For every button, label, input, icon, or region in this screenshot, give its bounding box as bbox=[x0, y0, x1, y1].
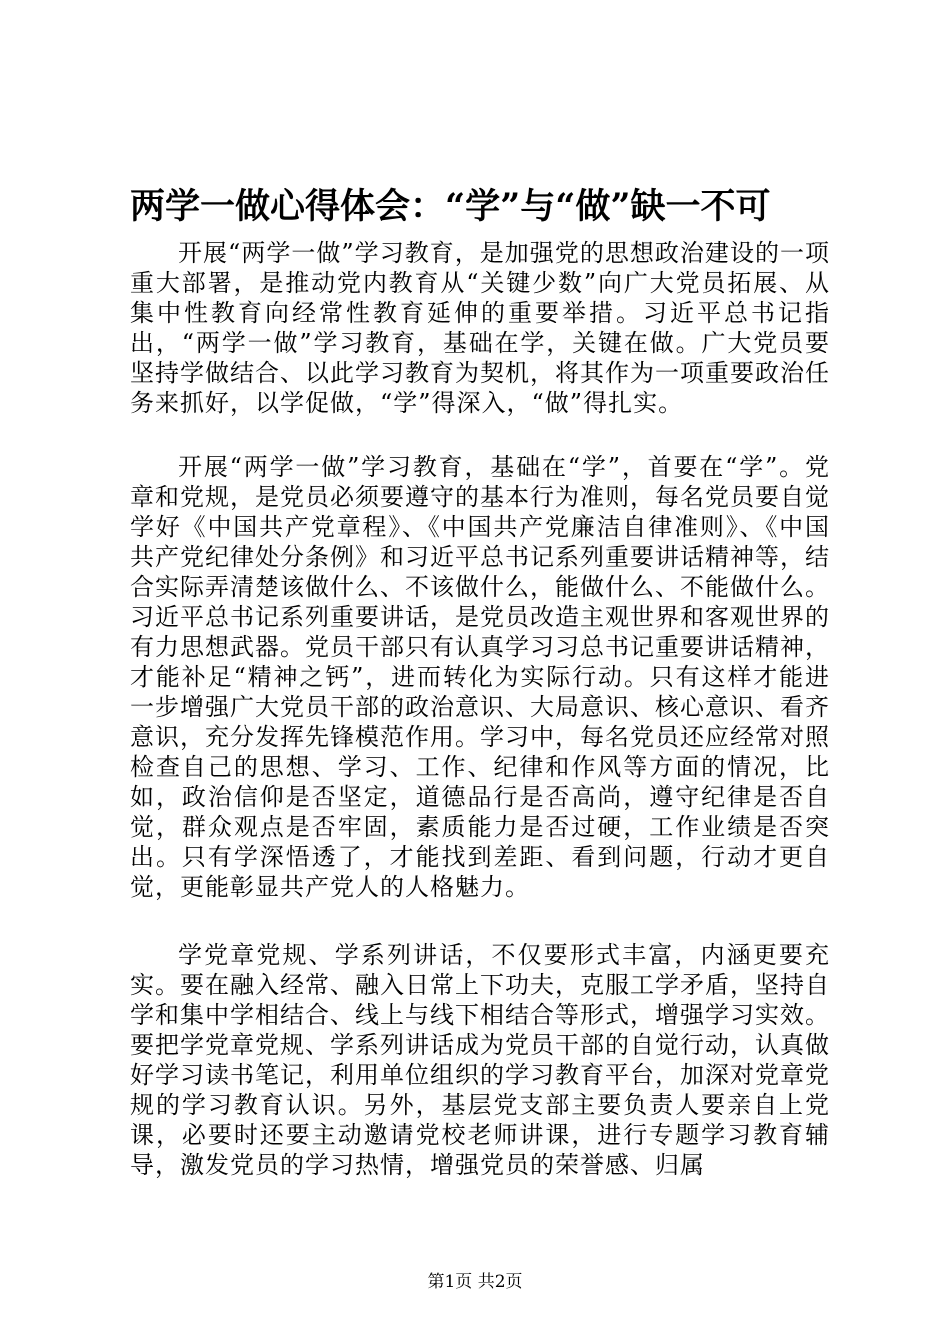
document-title: 两学一做心得体会：“学”与“做”缺一不可 bbox=[130, 186, 771, 227]
paragraph-1: 开展“两学一做”学习教育，是加强党的思想政治建设的一项重大部署，是推动党内教育从“关键少数”向广大党员拓展、从集中性教育向经常性教育延伸的重要举措。习近平总书记指出，“两学一做”学习教育，基础在学，关键在做。广大党员要坚持学做结合、以此学习教育为契机，将其作为一项重要政治任务来抓好，以学促做，“学”得深入，“做”得扎实。 bbox=[130, 239, 830, 417]
paragraph-3: 学党章党规、学系列讲话，不仅要形式丰富，内涵更要充实。要在融入经常、融入日常上下功夫，克服工学矛盾，坚持自学和集中学相结合、线上与线下相结合等形式，增强学习实效。要把学党章党规、学系列讲话成为党员干部的自觉行动，认真做好学习读书笔记，利用单位组织的学习教育平台，加深对党章党规的学习教育认识。另外，基层党支部主要负责人要亲自上党课，必要时还要主动邀请党校老师讲课，进行专题学习教育辅导，激发党员的学习热情，增强党员的荣誉感、归属 bbox=[130, 941, 830, 1179]
page-number: 第1页 共2页 bbox=[427, 1272, 523, 1292]
paragraph-2: 开展“两学一做”学习教育，基础在“学”，首要在“学”。党章和党规，是党员必须要遵守的基本行为准则，每名党员要自觉学好《中国共产党章程》、《中国共产党廉洁自律准则》、《中国共产党纪律处分条例》和习近平总书记系列重要讲话精神等，结合实际弄清楚该做什么、不该做什么，能做什么、不能做什么。习近平总书记系列重要讲话，是党员改造主观世界和客观世界的有力思想武器。党员干部只有认真学习习总书记重要讲话精神，才能补足“精神之钙”，进而转化为实际行动。只有这样才能进一步增强广大党员干部的政治意识、大局意识、核心意识、看齐意识，充分发挥先锋模范作用。学习中，每名党员还应经常对照检查自己的思想、学习、工作、纪律和作风等方面的情况，比如，政治信仰是否坚定，道德品行是否高尚，遵守纪律是否自觉，群众观点是否牢固，素质能力是否过硬，工作业绩是否突出。只有学深悟透了，才能找到差距、看到问题，行动才更自觉，更能彰显共产党人的人格魅力。 bbox=[130, 453, 830, 901]
